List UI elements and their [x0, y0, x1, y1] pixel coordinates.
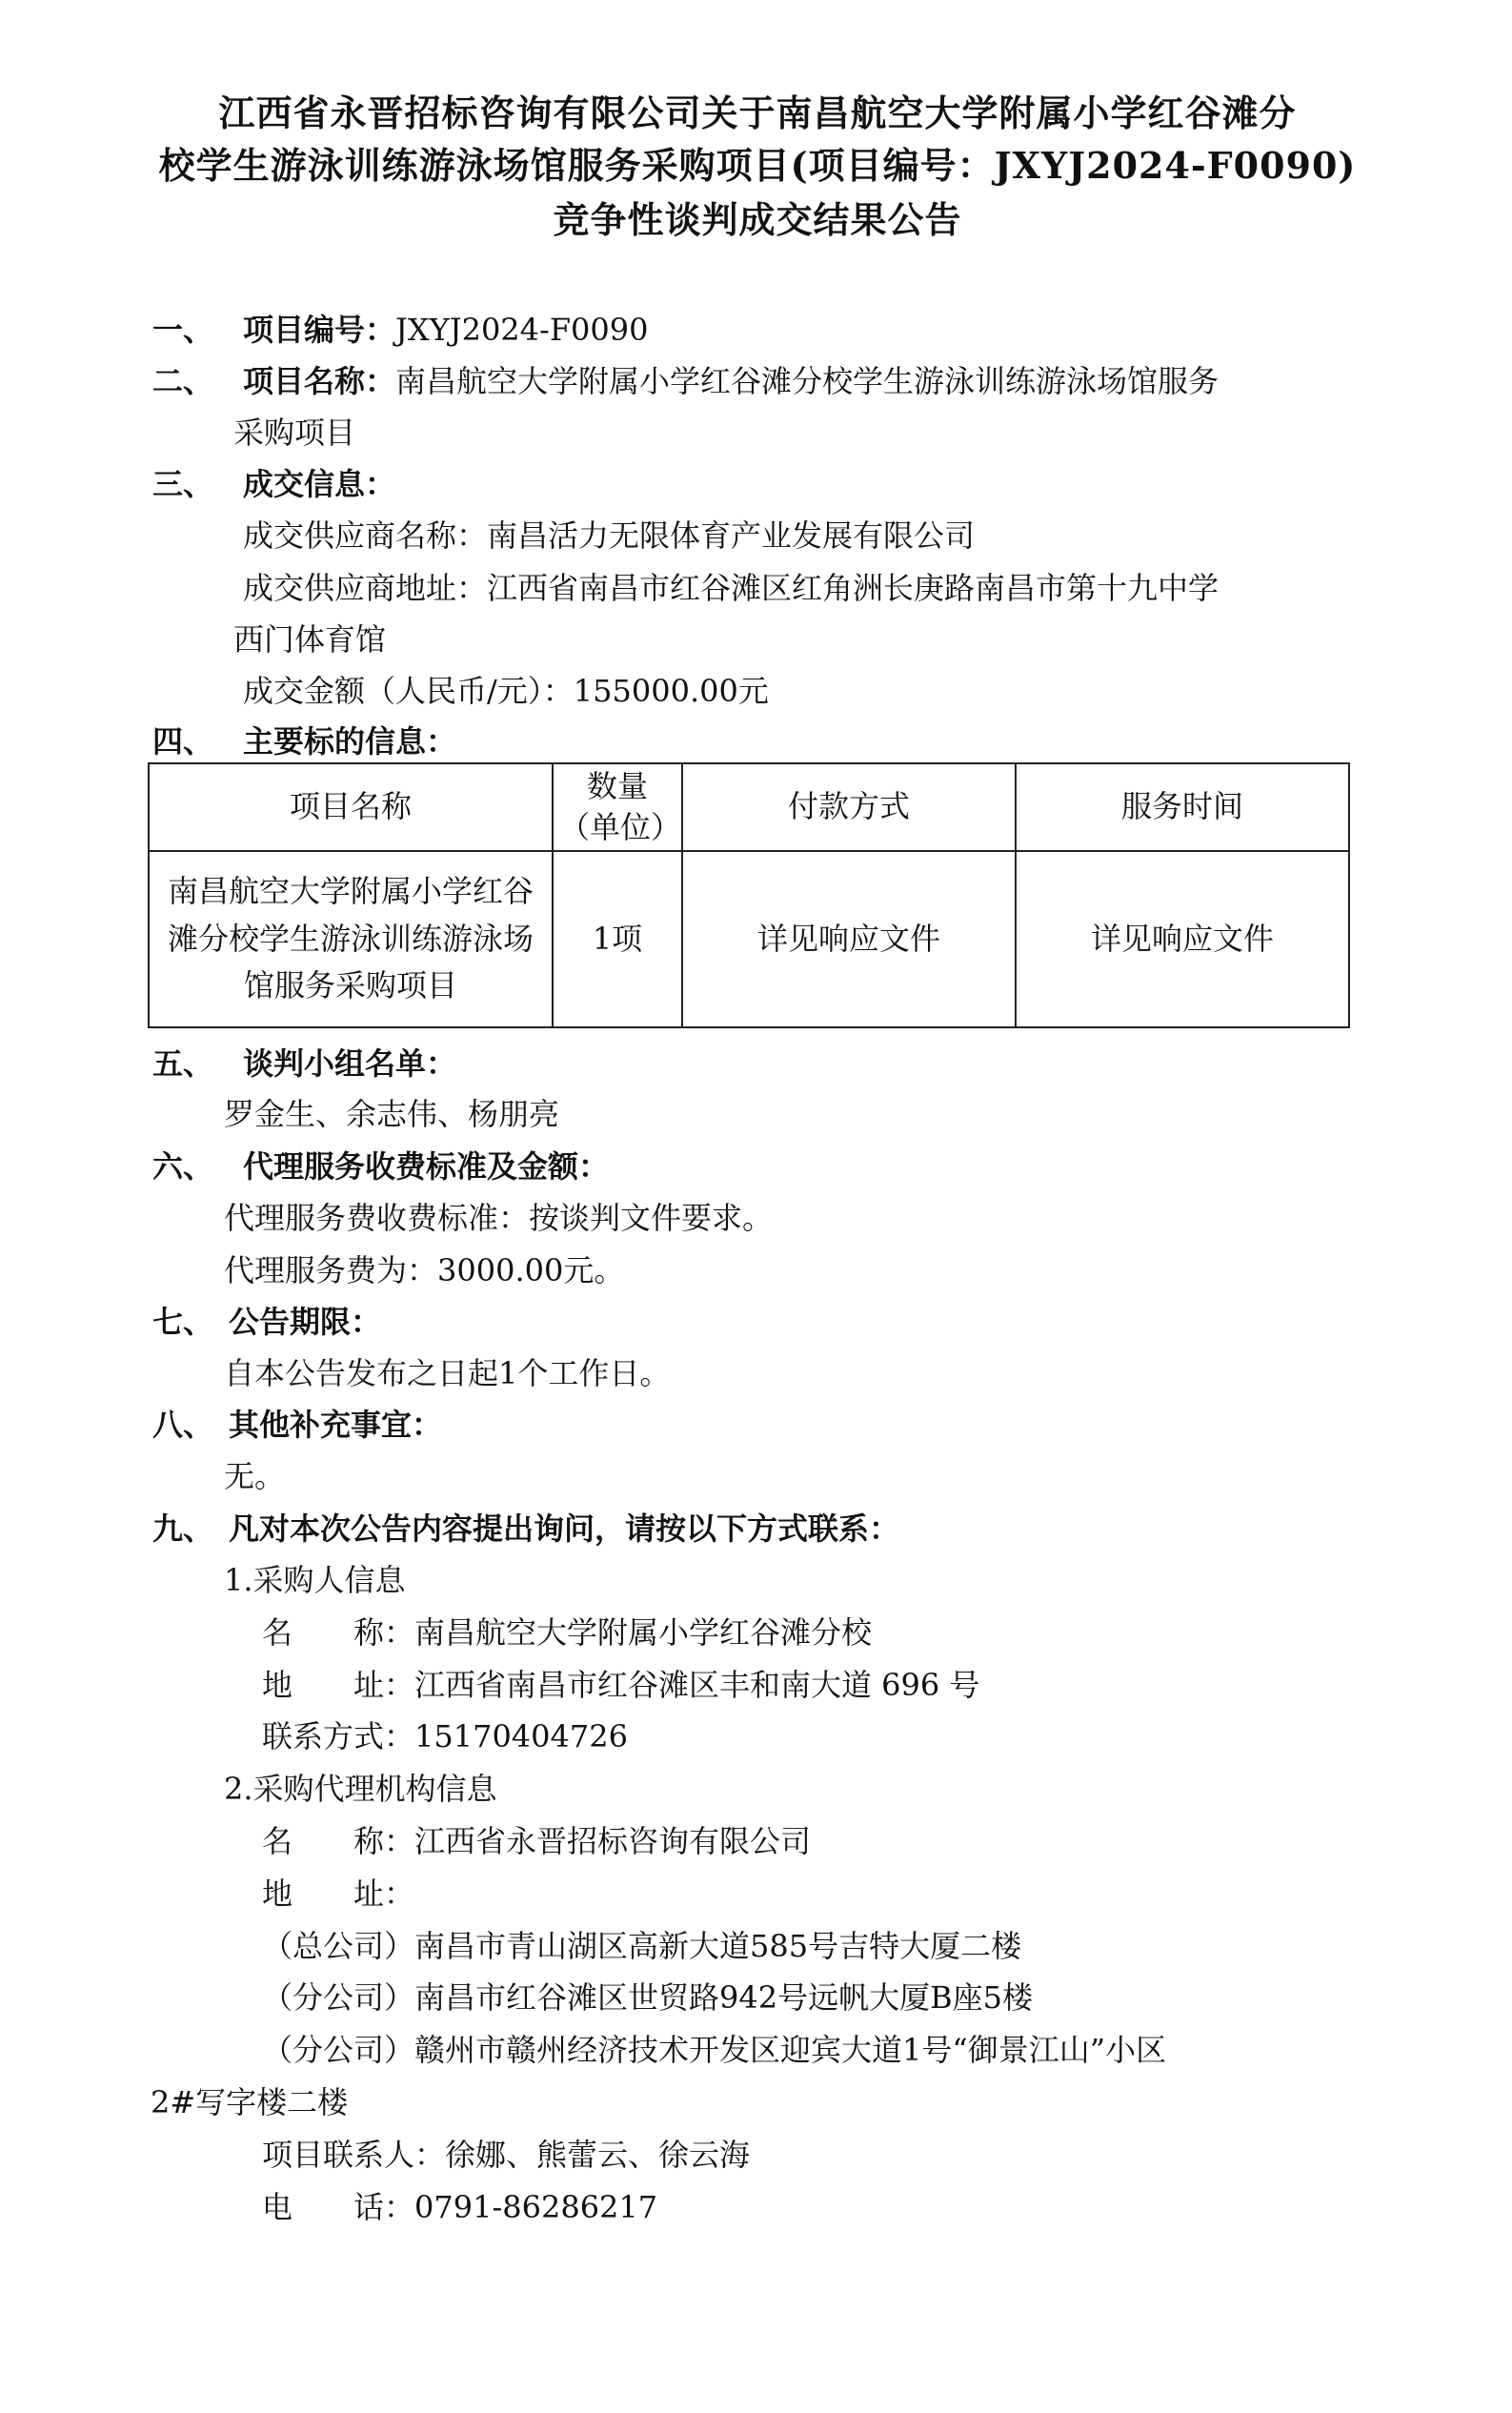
section-1-label: 项目编号： [243, 312, 396, 348]
header-payment: 付款方式 [682, 763, 1016, 851]
cell-payment: 详见响应文件 [682, 851, 1016, 1027]
table-header-row [149, 763, 1349, 851]
section-7-number: 七、 [152, 1304, 214, 1340]
section-9-number: 九、 [152, 1511, 214, 1547]
agency-branch-1-address: （分公司）南昌市红谷滩区世贸路942号远帆大厦B座5楼 [262, 1979, 1033, 2016]
purchaser-address: 地 址：江西省南昌市红谷滩区丰和南大道 696 号 [262, 1667, 980, 1703]
section-6-label: 代理服务收费标准及金额： [243, 1148, 610, 1185]
cell-service-time: 详见响应文件 [1016, 851, 1349, 1027]
subject-info-table [148, 762, 1350, 1028]
supplier-name: 成交供应商名称：南昌活力无限体育产业发展有限公司 [243, 517, 976, 554]
agency-name: 名 称：江西省永晋招标咨询有限公司 [262, 1823, 812, 1859]
section-2 [243, 363, 1220, 399]
supplier-address-line-2: 西门体育馆 [233, 621, 387, 658]
cell-project-name: 南昌航空大学附属小学红谷滩分校学生游泳训练游泳场馆服务采购项目 [149, 851, 553, 1027]
purchaser-name: 名 称：南昌航空大学附属小学红谷滩分校 [262, 1614, 873, 1651]
section-9-label: 凡对本次公告内容提出询问，请按以下方式联系： [229, 1511, 900, 1547]
project-name-line-2: 采购项目 [233, 415, 356, 451]
deal-amount: 成交金额（人民币/元）：155000.00元 [243, 673, 769, 709]
cell-quantity: 1项 [553, 851, 682, 1027]
purchaser-heading: 1.采购人信息 [224, 1562, 406, 1598]
title-line-1: 江西省永晋招标咨询有限公司关于南昌航空大学附属小学红谷滩分 [218, 91, 1297, 134]
section-3-number: 三、 [152, 466, 214, 502]
section-4-number: 四、 [152, 723, 214, 760]
header-project-name: 项目名称 [149, 763, 553, 851]
title-line-2: 校学生游泳训练游泳场馆服务采购项目(项目编号：JXYJ2024-F0090) [158, 144, 1357, 187]
section-2-number: 二、 [152, 363, 214, 399]
fee-standard: 代理服务费收费标准：按谈判文件要求。 [224, 1200, 774, 1236]
purchaser-contact: 联系方式：15170404726 [262, 1718, 628, 1754]
section-7-label: 公告期限： [229, 1304, 382, 1340]
title-line-3: 竞争性谈判成交结果公告 [553, 198, 962, 241]
section-6-number: 六、 [152, 1148, 214, 1185]
agency-hq-address: （总公司）南昌市青山湖区高新大道585号吉特大厦二楼 [262, 1928, 1022, 1964]
header-quantity: 数量 （单位） [553, 763, 682, 851]
section-1-number: 一、 [152, 312, 214, 348]
section-4-label: 主要标的信息： [243, 723, 457, 760]
notice-period: 自本公告发布之日起1个工作日。 [224, 1355, 671, 1391]
fee-amount: 代理服务费为：3000.00元。 [224, 1252, 625, 1288]
section-2-label: 项目名称： [243, 363, 396, 399]
agency-contacts: 项目联系人：徐娜、熊蕾云、徐云海 [262, 2137, 751, 2173]
agency-address-label: 地 址： [262, 1876, 415, 1912]
section-8-number: 八、 [152, 1407, 214, 1443]
agency-phone: 电 话：0791-86286217 [262, 2189, 658, 2225]
agency-heading: 2.采购代理机构信息 [224, 1771, 497, 1807]
header-service-time: 服务时间 [1016, 763, 1349, 851]
section-5-label: 谈判小组名单： [243, 1045, 457, 1082]
table-row [149, 851, 1349, 1027]
project-name-line-1: 南昌航空大学附属小学红谷滩分校学生游泳训练游泳场馆服务 [395, 363, 1220, 399]
section-3-label: 成交信息： [243, 466, 396, 502]
section-8-label: 其他补充事宜： [229, 1407, 443, 1443]
panel-members: 罗金生、余志伟、杨朋亮 [224, 1096, 560, 1132]
section-5-number: 五、 [152, 1045, 214, 1082]
section-1 [243, 312, 649, 348]
project-number: JXYJ2024-F0090 [395, 312, 649, 348]
supplier-address-line-1: 成交供应商地址：江西省南昌市红谷滩区红角洲长庚路南昌市第十九中学 [243, 570, 1220, 606]
other-matters: 无。 [224, 1458, 286, 1494]
agency-branch-2-address-line-1: （分公司）赣州市赣州经济技术开发区迎宾大道1号“御景江山”小区 [262, 2032, 1167, 2068]
agency-branch-2-address-line-2: 2#写字楼二楼 [151, 2084, 349, 2120]
